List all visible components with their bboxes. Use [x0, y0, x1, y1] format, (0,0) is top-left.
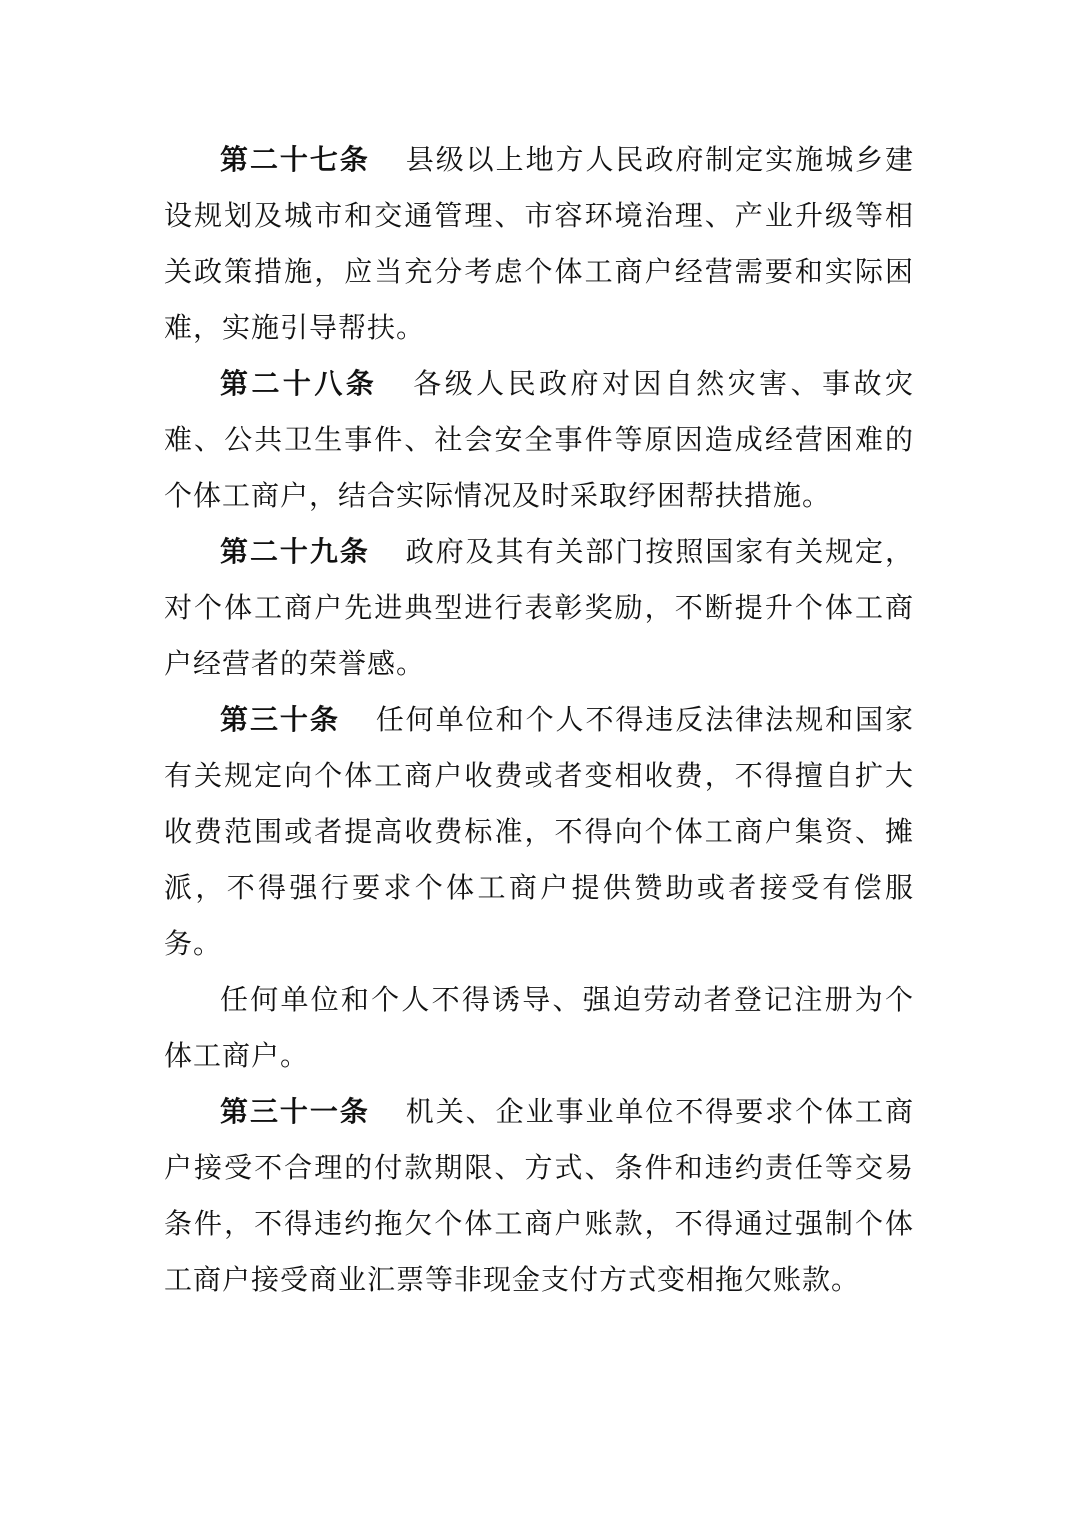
article-30-paragraph [164, 692, 914, 972]
article-27-paragraph [164, 132, 914, 356]
article-28-paragraph [164, 356, 914, 524]
article-28-text: 各级人民政府对因自然灾害、事故灾难、公共卫生事件、社会安全事件等原因造成经营困难的个体工商户，结合实际情况及时采取纾困帮扶措施。 [164, 367, 914, 512]
article-30-text: 任何单位和个人不得违反法律法规和国家有关规定向个体工商户收费或者变相收费，不得擅自扩大收费范围或者提高收费标准，不得向个体工商户集资、摊派，不得强行要求个体工商户提供赞助或者接受有偿服务。 [164, 703, 914, 960]
document-body [164, 132, 914, 1308]
article-29-paragraph [164, 524, 914, 692]
article-29-number: 第二十九条 [220, 535, 370, 568]
article-27-text: 县级以上地方人民政府制定实施城乡建设规划及城市和交通管理、市容环境治理、产业升级等相关政策措施，应当充分考虑个体工商户经营需要和实际困难，实施引导帮扶。 [164, 143, 914, 344]
article-27-number: 第二十七条 [220, 143, 370, 176]
article-30-number: 第三十条 [220, 703, 340, 736]
article-30-clause-2-paragraph [164, 972, 914, 1084]
article-29-text: 政府及其有关部门按照国家有关规定，对个体工商户先进典型进行表彰奖励，不断提升个体工商户经营者的荣誉感。 [164, 535, 914, 680]
article-31-number: 第三十一条 [220, 1095, 370, 1128]
article-28-number: 第二十八条 [220, 367, 378, 400]
article-31-paragraph [164, 1084, 914, 1308]
article-31-text: 机关、企业事业单位不得要求个体工商户接受不合理的付款期限、方式、条件和违约责任等交易条件，不得违约拖欠个体工商户账款，不得通过强制个体工商户接受商业汇票等非现金支付方式变相拖欠账款。 [164, 1095, 914, 1296]
article-30-clause-2-text: 任何单位和个人不得诱导、强迫劳动者登记注册为个体工商户。 [164, 983, 914, 1072]
